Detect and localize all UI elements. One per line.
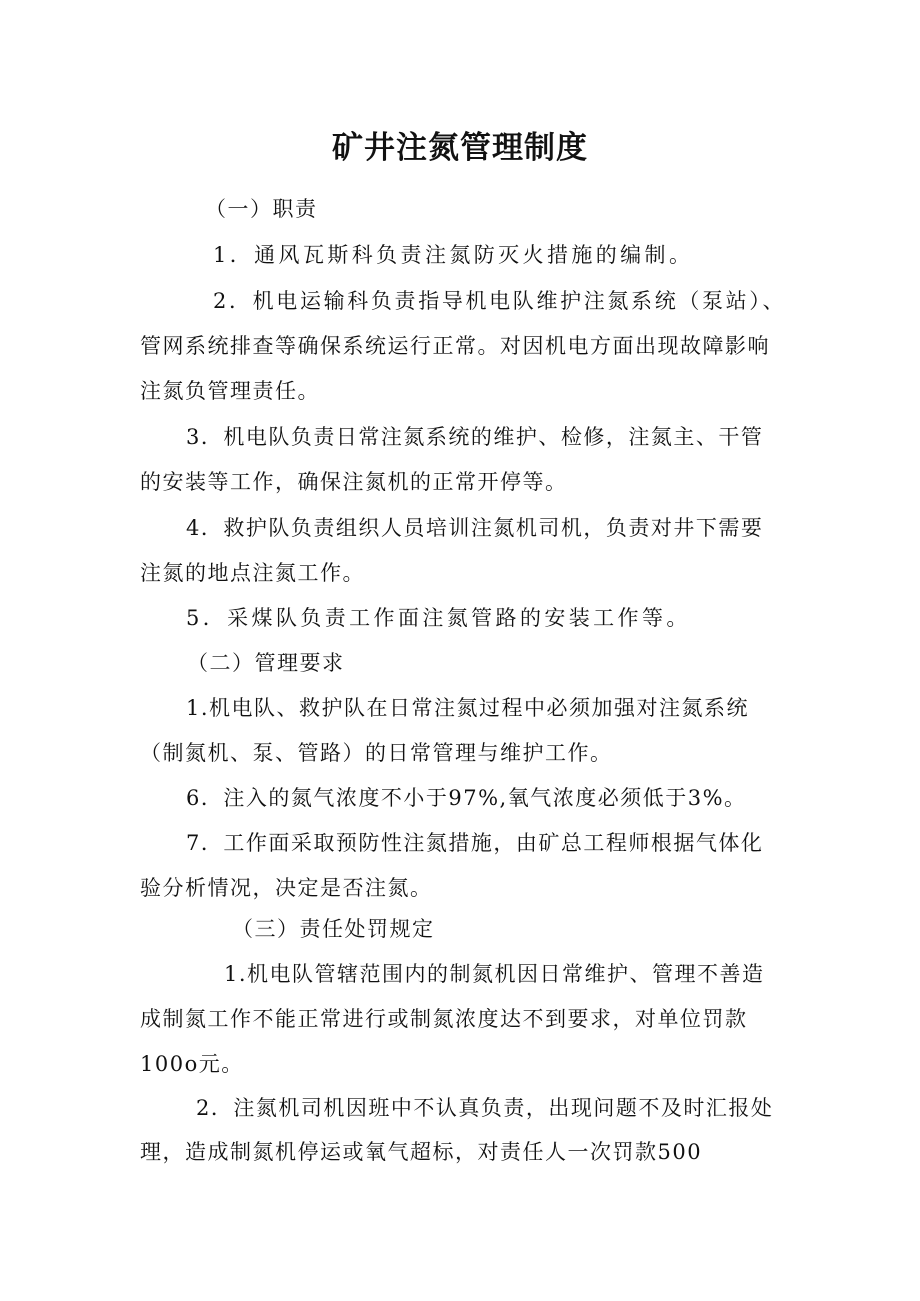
paragraph-line: 5．采煤队负责工作面注氮管路的安装工作等。	[186, 606, 691, 630]
section-heading-management: （二）管理要求	[187, 651, 345, 675]
section-heading-penalties: （三）责任处罚规定	[232, 917, 435, 941]
paragraph-line: 2．机电运输科负责指导机电队维护注氮系统（泵站）、	[213, 289, 787, 313]
paragraph-line: 1.机电队、救护队在日常注氮过程中必须加强对注氮系统	[186, 696, 750, 720]
paragraph-line: 3．机电队负责日常注氮系统的维护、检修，注氮主、干管	[186, 425, 764, 449]
paragraph-line: 1．通风瓦斯科负责注氮防灭火措施的编制。	[213, 243, 694, 267]
document-title: 矿井注氮管理制度	[332, 130, 588, 166]
paragraph-line: 注氮的地点注氮工作。	[140, 561, 365, 585]
paragraph-line: 理，造成制氮机停运或氧气超标，对责任人一次罚款500	[140, 1140, 703, 1164]
paragraph-line: 注氮负管理责任。	[140, 379, 320, 403]
section-heading-responsibilities: （一）职责	[205, 197, 318, 221]
paragraph-line: 的安装等工作，确保注氮机的正常开停等。	[140, 470, 568, 494]
paragraph-line: 7．工作面采取预防性注氮措施，由矿总工程师根据气体化	[186, 831, 764, 855]
paragraph-line: （制氮机、泵、管路）的日常管理与维护工作。	[140, 741, 613, 765]
paragraph-line: 4．救护队负责组织人员培训注氮机司机，负责对井下需要	[186, 516, 764, 540]
paragraph-line: 1.机电队管辖范围内的制氮机因日常维护、管理不善造	[224, 962, 765, 986]
paragraph-line: 6．注入的氮气浓度不小于97%,氧气浓度必须低于3%。	[186, 786, 747, 810]
paragraph-line: 100o元。	[140, 1052, 244, 1076]
paragraph-line: 成制氮工作不能正常进行或制氮浓度达不到要求，对单位罚款	[140, 1007, 748, 1031]
paragraph-line: 管网系统排查等确保系统运行正常。对因机电方面出现故障影响	[140, 334, 770, 358]
paragraph-line: 验分析情况，决定是否注氮。	[140, 876, 433, 900]
paragraph-line: 2．注氮机司机因班中不认真负责，出现问题不及时汇报处	[196, 1096, 774, 1120]
